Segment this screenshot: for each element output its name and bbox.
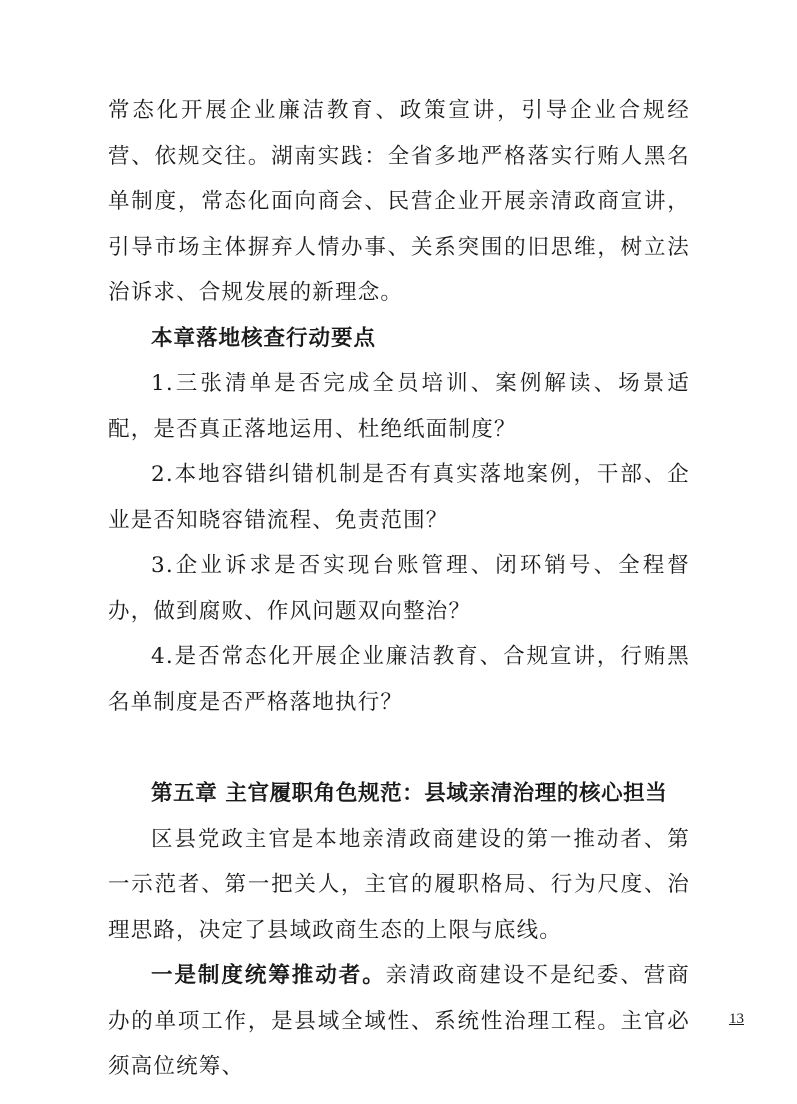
action-item-3: 3.企业诉求是否实现台账管理、闭环销号、全程督办，做到腐败、作风问题双向整治？ [108, 553, 690, 624]
action-item-4: 4.是否常态化开展企业廉洁教育、合规宣讲，行贿黑名单制度是否严格落地执行？ [108, 644, 690, 715]
paragraph-intro: 常态化开展企业廉洁教育、政策宣讲，引导企业合规经营、依规交往。湖南实践：全省多地严格落实行贿人黑名单制度，常态化面向商会、民营企业开展亲清政商宣讲，引导市场主体摒弃人情办事、关系突围的旧思维，树立法治诉求、合规发展的新理念。 [108, 98, 690, 305]
point-one-text: 亲清政商建设不是纪委、营商办的单项工作，是县域全域性、系统性治理工程。主官必须高位统筹、 [108, 963, 690, 1079]
action-item-1: 1.三张清单是否完成全员培训、案例解读、场景适配，是否真正落地运用、杜绝纸面制度？ [108, 371, 690, 442]
action-item-2: 2.本地容错纠错机制是否有真实落地案例，干部、企业是否知晓容错流程、免责范围？ [108, 462, 690, 533]
action-points-heading: 本章落地核查行动要点 [151, 325, 377, 351]
chapter-intro-paragraph: 区县党政主官是本地亲清政商建设的第一推动者、第一示范者、第一把关人，主官的履职格局、行为尺度、治理思路，决定了县域政商生态的上限与底线。 [108, 826, 690, 943]
chapter-title: 第五章 主官履职角色规范：县域亲清治理的核心担当 [151, 781, 668, 806]
page-number: 13 [729, 1011, 744, 1027]
point-one-lead: 一是制度统筹推动者。 [151, 963, 386, 988]
point-one-paragraph [108, 953, 690, 1090]
document-body [108, 88, 690, 1090]
